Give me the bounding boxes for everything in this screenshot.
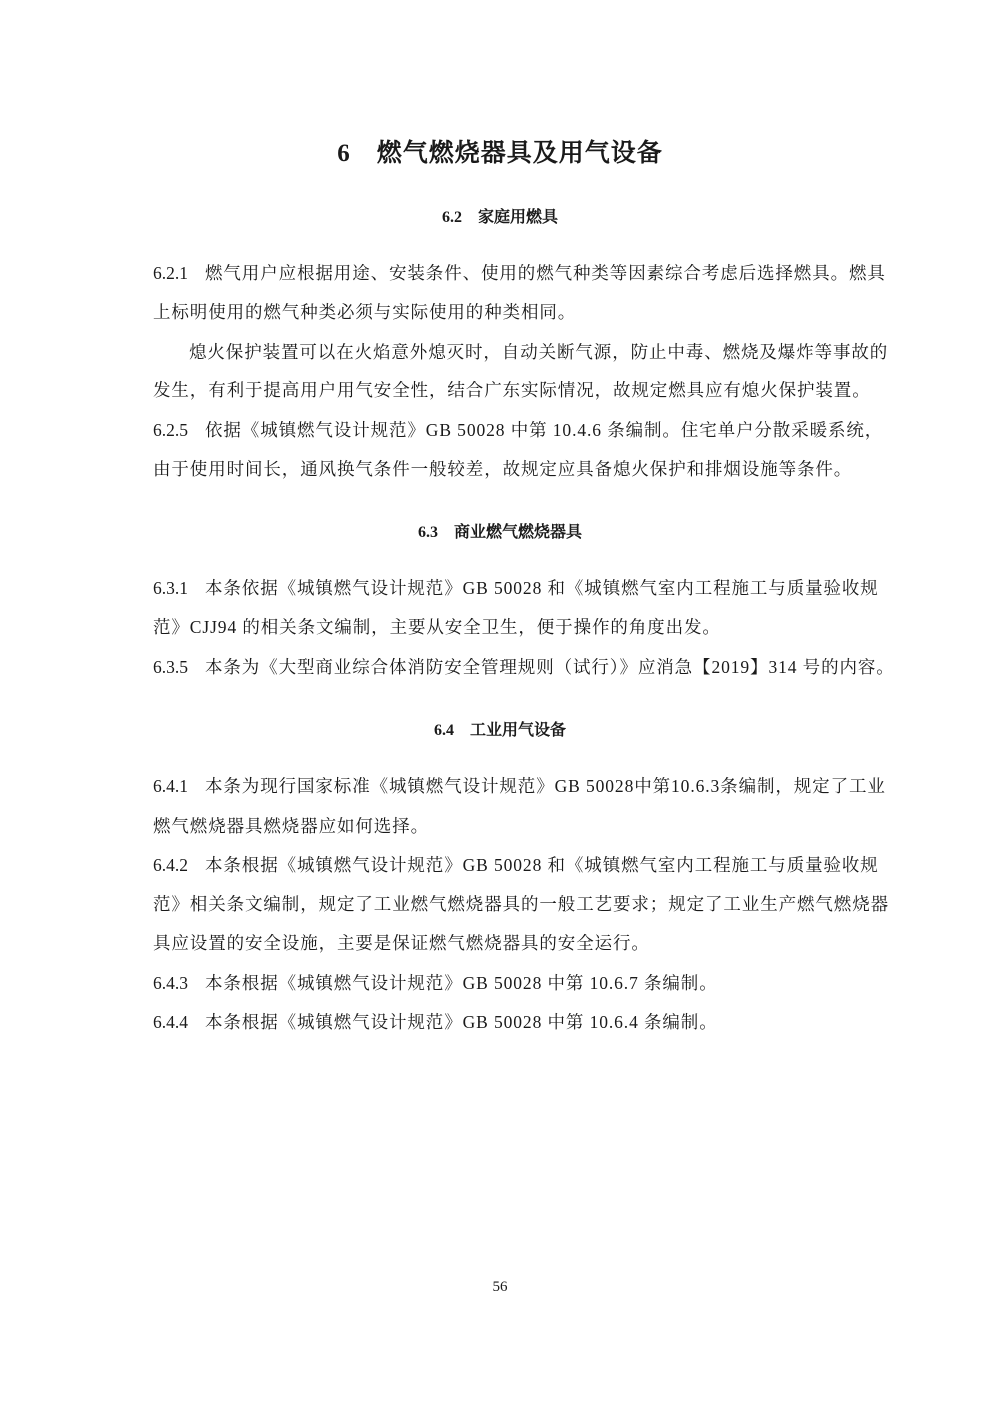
clause-text: 本条根据《城镇燃气设计规范》GB 50028 和《城镇燃气室内工程施工与质量验收规: [205, 855, 879, 875]
clause-text: 燃气用户应根据用途、安装条件、使用的燃气种类等因素综合考虑后选择燃具。燃具: [205, 263, 886, 283]
section-title: 商业燃气燃烧器具: [453, 522, 582, 541]
clause-number: 6.4.4: [153, 1012, 188, 1032]
clause-line: 范》CJJ94 的相关条文编制，主要从安全卫生，便于操作的角度出发。: [153, 617, 721, 637]
clause-text: 依据《城镇燃气设计规范》GB 50028 中第 10.4.6 条编制。住宅单户分散采暖系统，: [205, 420, 884, 440]
clause-line: [153, 972, 718, 994]
clause-number: 6.4.1: [153, 776, 188, 796]
clause-line: 具应设置的安全设施，主要是保证燃气燃烧器具的安全运行。: [153, 933, 650, 953]
clause-line: [153, 854, 879, 876]
clause-text: 本条为《大型商业综合体消防安全管理规则（试行）》应消急【2019】314 号的内容。: [205, 657, 895, 677]
section-number: 6.2: [441, 209, 462, 226]
clause-number: 6.2.5: [153, 420, 188, 440]
clause-line: 范》相关条文编制，规定了工业燃气燃烧器具的一般工艺要求；规定了工业生产燃气燃烧器: [153, 894, 889, 914]
clause-line: 燃气燃烧器具燃烧器应如何选择。: [153, 816, 429, 836]
clause-number: 6.4.2: [153, 855, 188, 875]
clause-number: 6.2.1: [153, 263, 188, 283]
clause-line: 上标明使用的燃气种类必须与实际使用的种类相同。: [153, 302, 577, 322]
clause-line: 由于使用时间长，通风换气条件一般较差，故规定应具备熄火保护和排烟设施等条件。: [153, 459, 853, 479]
section-heading: [0, 519, 1000, 542]
section-title: 工业用气设备: [469, 720, 566, 739]
clause-line: [153, 262, 886, 284]
clause-text: 本条根据《城镇燃气设计规范》GB 50028 中第 10.6.4 条编制。: [205, 1012, 718, 1032]
clause-line: [153, 1011, 718, 1033]
clause-text: 本条依据《城镇燃气设计规范》GB 50028 和《城镇燃气室内工程施工与质量验收规: [205, 578, 879, 598]
chapter-title-text: 燃气燃烧器具及用气设备: [376, 138, 663, 167]
page-number: 56: [492, 1279, 508, 1295]
clause-number: 6.4.3: [153, 973, 188, 993]
section-title: 家庭用燃具: [477, 207, 558, 226]
clause-text: 本条根据《城镇燃气设计规范》GB 50028 中第 10.6.7 条编制。: [205, 973, 718, 993]
section-heading: [0, 204, 1000, 227]
clause-line: [153, 577, 879, 599]
section-heading: [0, 717, 1000, 740]
chapter-number: 6: [337, 140, 351, 167]
section-number: 6.3: [417, 524, 438, 541]
clause-line: 熄火保护装置可以在火焰意外熄灭时，自动关断气源，防止中毒、燃烧及爆炸等事故的: [189, 342, 889, 362]
clause-line: 发生，有利于提高用户用气安全性，结合广东实际情况，故规定燃具应有熄火保护装置。: [153, 380, 871, 400]
clause-line: [153, 775, 886, 797]
clause-line: [153, 419, 883, 441]
section-number: 6.4: [433, 722, 454, 739]
clause-number: 6.3.1: [153, 578, 188, 598]
clause-line: [153, 656, 895, 678]
clause-text: 本条为现行国家标准《城镇燃气设计规范》GB 50028中第10.6.3条编制，规定了工业: [205, 776, 886, 796]
clause-number: 6.3.5: [153, 657, 188, 677]
chapter-title: [0, 133, 1000, 169]
